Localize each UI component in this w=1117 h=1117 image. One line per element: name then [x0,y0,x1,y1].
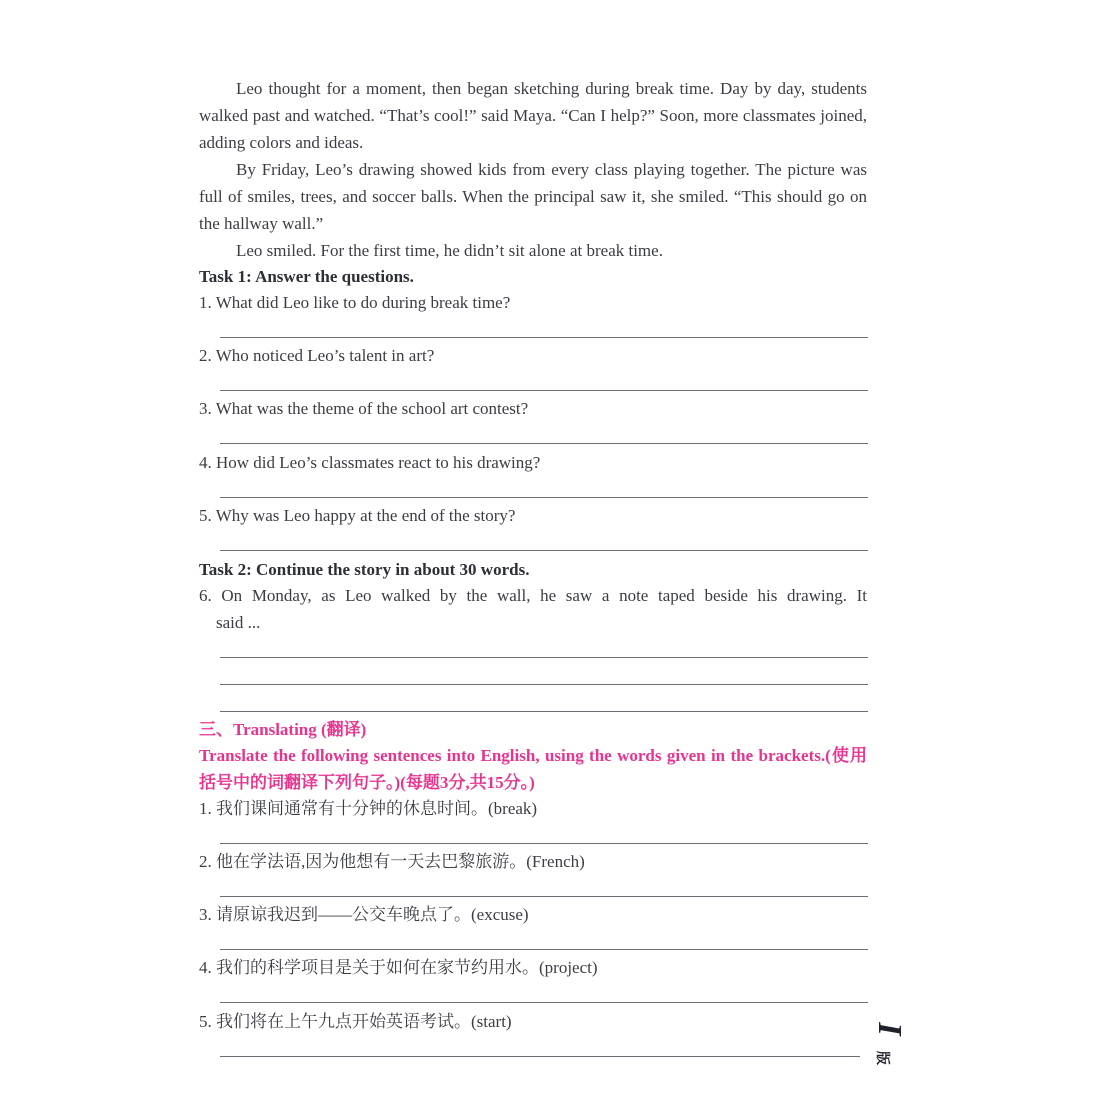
story-paragraph-1: Leo thought for a moment, then began sketching during break time. Day by day, students walked past and watched. “That’s cool!” said Maya. “Can I help?” Soon, more classmates joined, adding colors and ideas. [199,79,867,152]
question-3: 3. What was the theme of the school art contest? [199,399,529,418]
writing-line-1[interactable] [220,657,868,658]
translation-item-4: 4. 我们的科学项目是关于如何在家节约用水。(project) [199,958,598,977]
page-section-mark: I [871,1022,908,1036]
translation-item-1: 1. 我们课间通常有十分钟的休息时间。(break) [199,799,538,818]
story-paragraph-3: Leo smiled. For the first time, he didn’t sit alone at break time. [236,241,663,260]
question-5: 5. Why was Leo happy at the end of the story? [199,506,516,525]
task2-heading: Task 2: Continue the story in about 30 words. [199,560,530,579]
story-paragraph-2: By Friday, Leo’s drawing showed kids from every class playing together. The picture was full of smiles, trees, and soccer balls. When the principal saw it, she smiled. “This should go on the hallway wall.” [199,160,867,233]
writing-line-2[interactable] [220,684,868,685]
question-2: 2. Who noticed Leo’s talent in art? [199,346,435,365]
answer-line-2[interactable] [220,390,868,391]
answer-line-4[interactable] [220,497,868,498]
answer-line-5[interactable] [220,550,868,551]
translation-line-5[interactable] [220,1056,860,1057]
answer-line-1[interactable] [220,337,868,338]
writing-line-3[interactable] [220,711,868,712]
translation-line-2[interactable] [220,896,868,897]
section3-title: 三、Translating (翻译) [199,720,367,739]
question-4: 4. How did Leo’s classmates react to his drawing? [199,453,541,472]
translation-item-5: 5. 我们将在上午九点开始英语考试。(start) [199,1012,512,1031]
translation-item-2: 2. 他在学法语,因为他想有一天去巴黎旅游。(French) [199,852,585,871]
page-section-label: 版 [874,1051,889,1065]
section3-instructions: Translate the following sentences into English, using the words given in the brackets.(使用括号中的词翻译下列句子。)(每题3分,共15分。) [199,746,867,792]
question-1: 1. What did Leo like to do during break time? [199,293,511,312]
task2-prompt-line-1: 6. On Monday, as Leo walked by the wall, he saw a note taped beside his drawing. It [199,586,867,605]
translation-line-3[interactable] [220,949,868,950]
task2-prompt-line-2: said ... [216,613,261,632]
answer-line-3[interactable] [220,443,868,444]
translation-item-3: 3. 请原谅我迟到——公交车晚点了。(excuse) [199,905,529,924]
translation-line-4[interactable] [220,1002,868,1003]
task1-heading: Task 1: Answer the questions. [199,267,414,286]
translation-line-1[interactable] [220,843,868,844]
